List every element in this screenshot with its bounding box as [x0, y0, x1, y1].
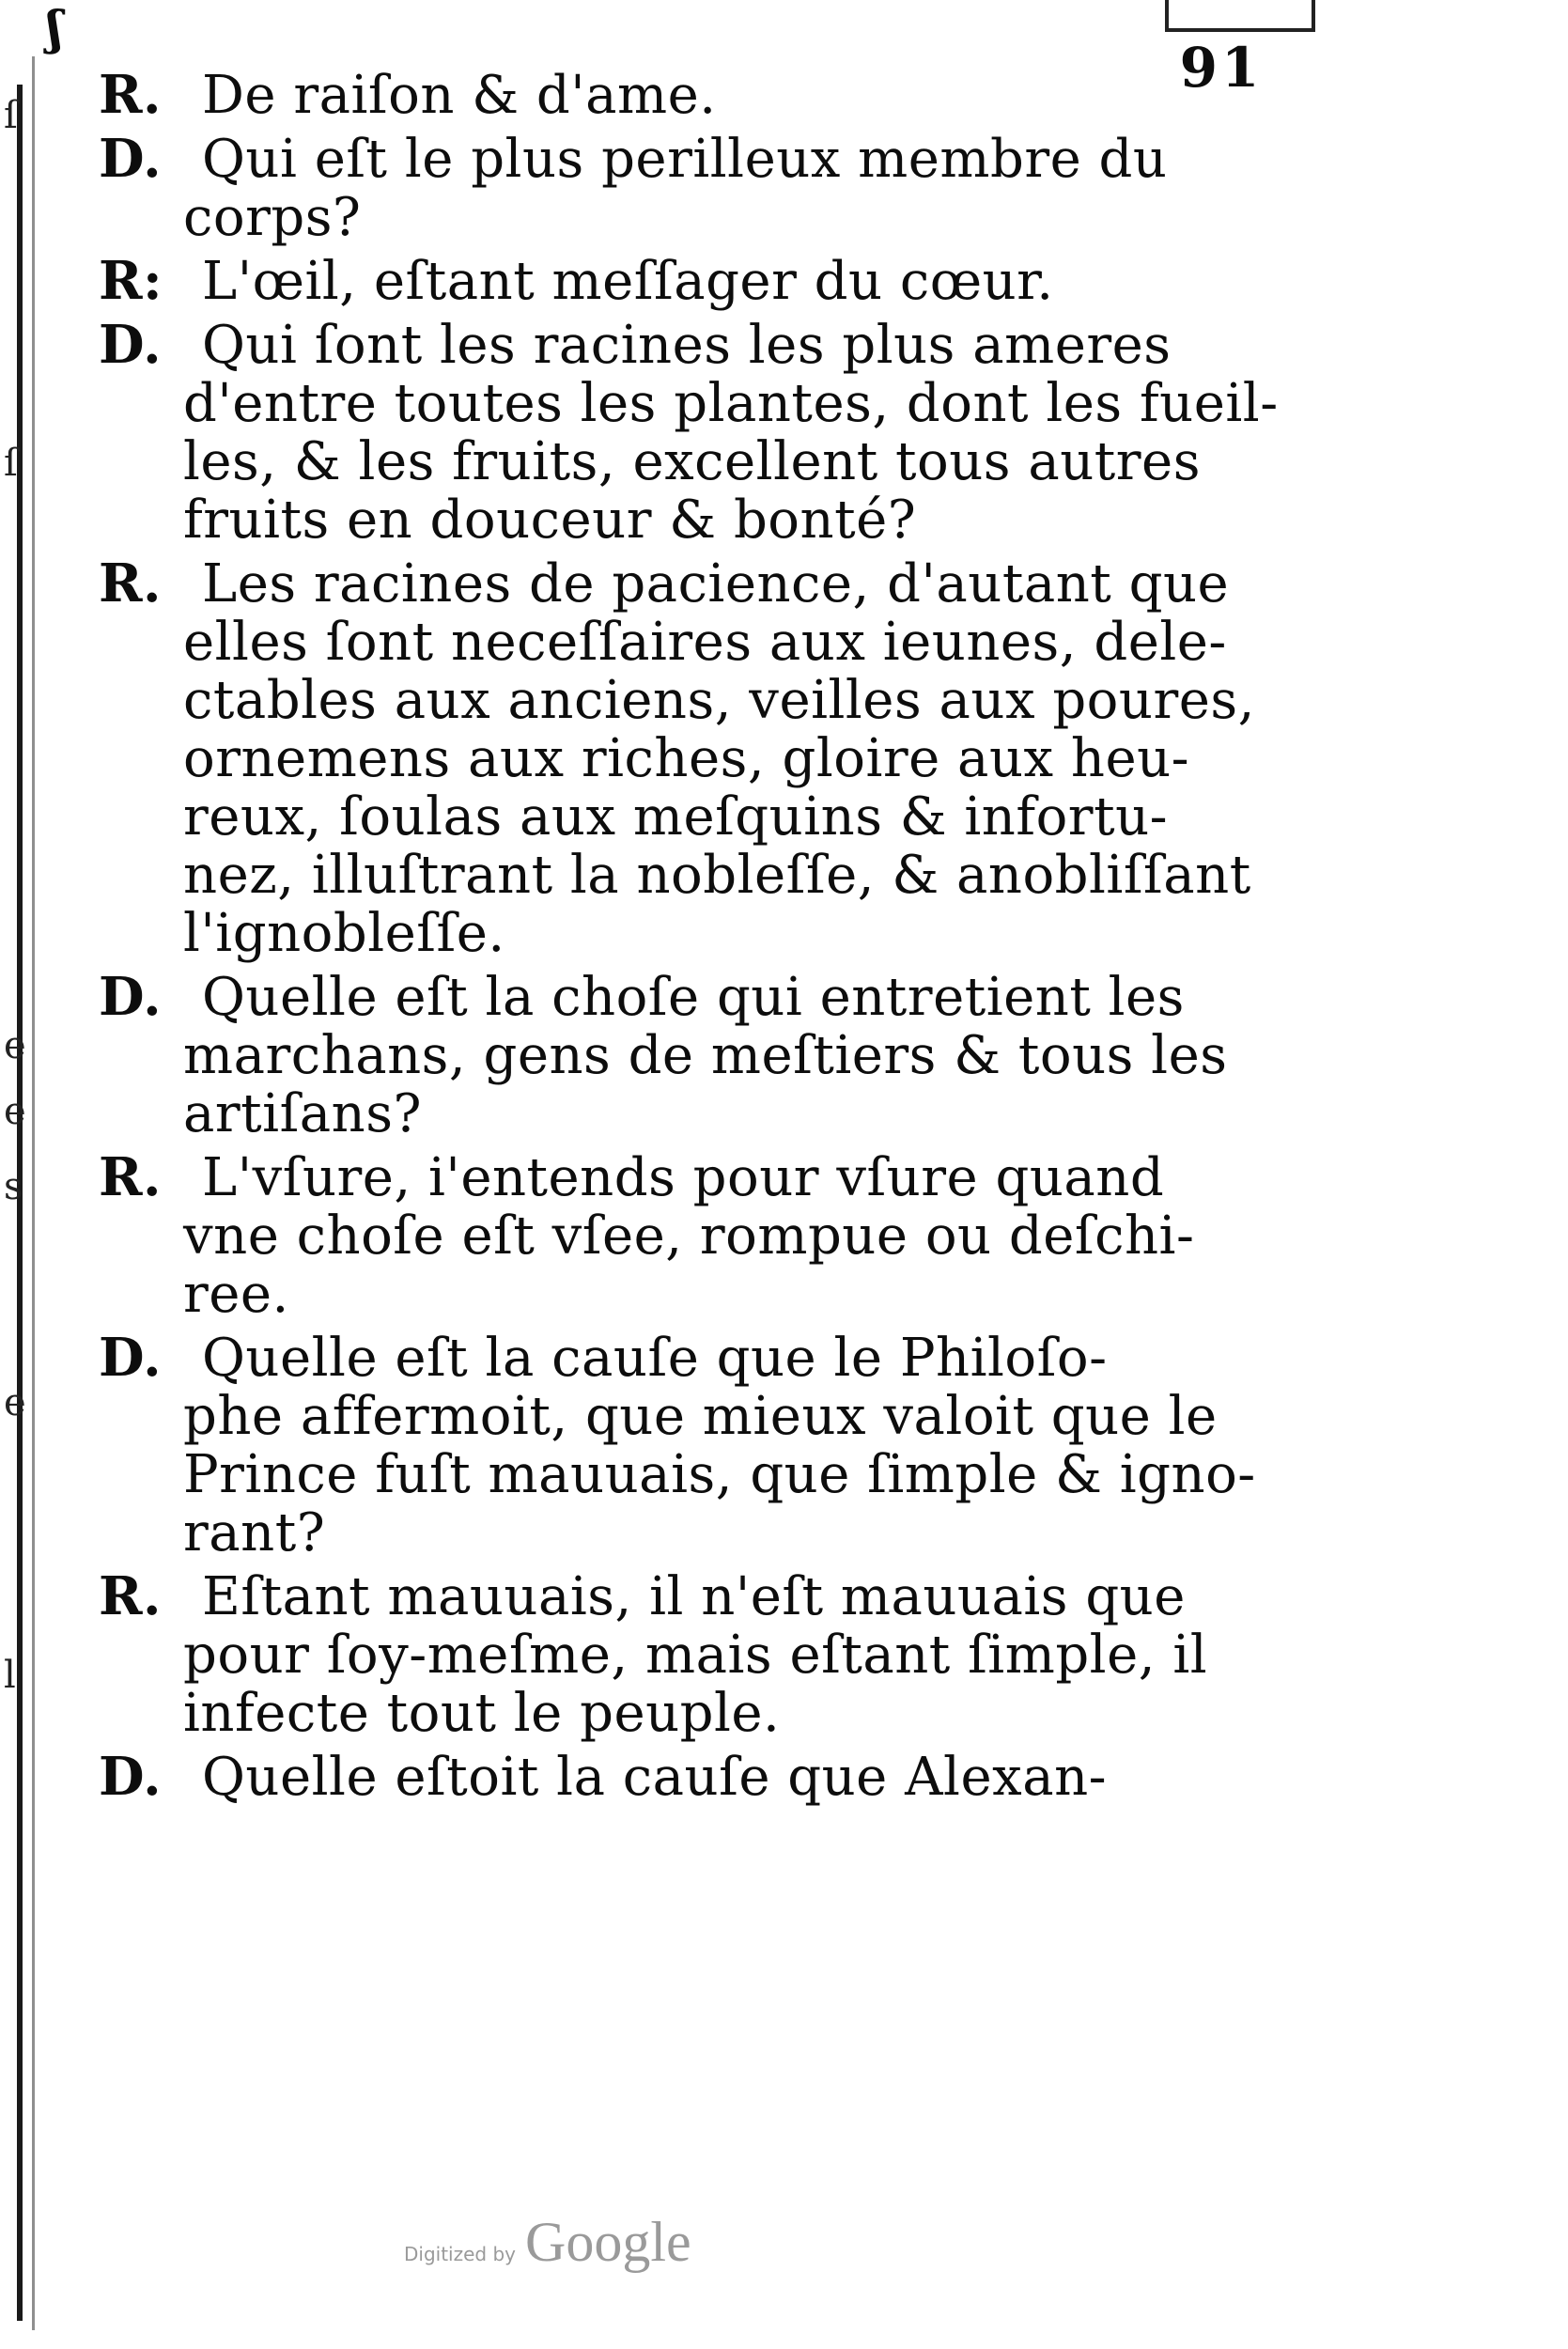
text-line: l'ignobleſſe. [183, 903, 505, 964]
dialogue-entry [99, 1329, 1320, 1563]
dialogue-text [99, 66, 1320, 1812]
speaker-label: R: [99, 250, 163, 312]
speaker-label: R. [99, 1146, 163, 1208]
margin-mark: e [4, 1090, 26, 1133]
text-line: rant? [183, 1502, 326, 1563]
corner-mark: ʃ [47, 0, 63, 55]
margin-mark: e [4, 1381, 26, 1424]
text-line: Quelle eſtoit la cauſe que Alexan- [202, 1747, 1108, 1808]
text-line: marchans, gens de meſtiers & tous les [183, 1025, 1228, 1086]
header-rule-left [1165, 0, 1169, 32]
text-line: Eſtant mauuais, il n'eſt mauuais que [202, 1566, 1186, 1627]
text-line: artiſans? [183, 1083, 423, 1144]
text-line: Les racines de pacience, d'autant que [202, 553, 1230, 614]
speaker-label: D. [99, 314, 163, 376]
entry-first-line [99, 554, 1320, 614]
entry-first-line [99, 1148, 1320, 1207]
speaker-label: D. [99, 128, 163, 190]
entry-first-line [99, 130, 1320, 189]
speaker-label: D. [99, 966, 163, 1028]
text-line: ree. [183, 1264, 289, 1325]
text-line: L'œil, eſtant meſſager du cœur. [202, 251, 1054, 312]
speaker-label: D. [99, 1327, 163, 1389]
text-line: d'entre toutes les plantes, dont les fueil- [183, 373, 1279, 434]
text-line: reux, ſoulas aux meſquins & infortu- [183, 786, 1169, 848]
text-line: Qui eſt le plus perilleux membre du [202, 129, 1168, 190]
entry-first-line [99, 252, 1320, 311]
dialogue-entry [99, 1748, 1320, 1807]
text-line: Prince fuſt mauuais, que ſimple & igno- [183, 1444, 1256, 1505]
header-rule-right [1312, 0, 1315, 32]
dialogue-entry [99, 130, 1320, 247]
text-line: vne choſe eſt vſee, rompue ou deſchi- [183, 1206, 1195, 1267]
text-line: L'vſure, i'entends pour vſure quand [202, 1147, 1165, 1208]
text-line: elles ſont neceſſaires aux ieunes, dele- [183, 612, 1227, 673]
margin-mark: ſ [4, 442, 18, 485]
digitized-watermark [404, 2210, 691, 2275]
entry-first-line [99, 1748, 1320, 1807]
page-number: 91 [1179, 36, 1264, 100]
page-gutter-shadow [32, 56, 35, 2330]
text-line: infecte tout le peuple. [183, 1683, 781, 1744]
entry-first-line [99, 1567, 1320, 1626]
dialogue-entry [99, 252, 1320, 311]
dialogue-entry [99, 316, 1320, 550]
margin-mark: e [4, 1024, 26, 1067]
dialogue-entry [99, 66, 1320, 125]
dialogue-entry [99, 1148, 1320, 1324]
text-line: Quelle eſt la cauſe que le Philoſo- [202, 1328, 1108, 1389]
speaker-label: R. [99, 1565, 163, 1627]
entry-first-line [99, 968, 1320, 1027]
text-line: fruits en douceur & bonté? [183, 490, 917, 551]
text-line: Qui ſont les racines les plus ameres [202, 315, 1172, 376]
text-line: corps? [183, 187, 362, 248]
google-logo: Google [525, 2211, 691, 2273]
header-rule [1165, 28, 1315, 32]
text-line: phe affermoit, que mieux valoit que le [183, 1386, 1218, 1447]
text-line: Quelle eſt la choſe qui entretient les [202, 967, 1185, 1028]
dialogue-entry [99, 968, 1320, 1143]
speaker-label: R. [99, 552, 163, 614]
text-line: pour ſoy-meſme, mais eſtant ſimple, il [183, 1625, 1208, 1686]
text-line: les, & les fruits, excellent tous autres [183, 431, 1201, 492]
speaker-label: R. [99, 64, 163, 126]
text-line: ctables aux anciens, veilles aux poures, [183, 670, 1255, 731]
watermark-caption: Digitized by [404, 2243, 516, 2265]
speaker-label: D. [99, 1746, 163, 1808]
margin-mark: s [4, 1165, 23, 1208]
dialogue-entry [99, 1567, 1320, 1743]
entry-first-line [99, 1329, 1320, 1388]
entry-first-line [99, 66, 1320, 125]
text-line: De raiſon & d'ame. [202, 65, 717, 126]
dialogue-entry [99, 554, 1320, 963]
margin-mark: ſ [4, 94, 18, 137]
text-line: nez, illuſtrant la nobleſſe, & anobliſſant [183, 845, 1251, 906]
margin-mark: l [4, 1654, 16, 1697]
text-line: ornemens aux riches, gloire aux heu- [183, 728, 1190, 789]
entry-first-line [99, 316, 1320, 375]
